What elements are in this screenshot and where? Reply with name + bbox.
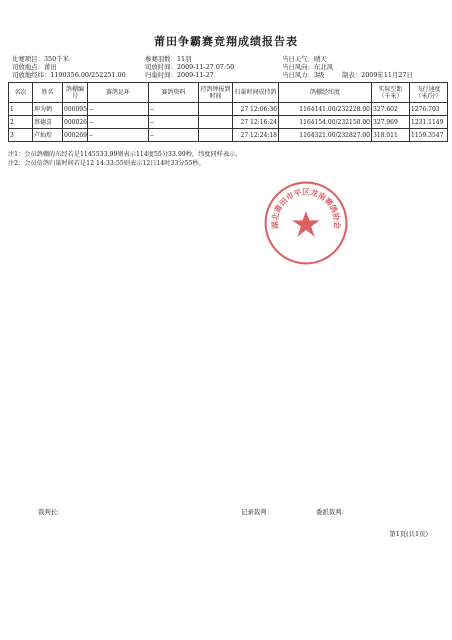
cell-clock-time: [199, 129, 233, 142]
cell-loft-id: 000269: [63, 129, 88, 142]
cell-rank: 2: [9, 116, 33, 129]
table-row: [9, 129, 448, 142]
judge-signature-label: 裁判长：: [38, 508, 64, 516]
cell-ring: --: [88, 116, 149, 129]
return-time: 归巢时间：2009-11-27: [145, 71, 214, 79]
cell-distance: 318.011: [372, 129, 410, 142]
col-rank: 名次: [9, 83, 33, 103]
made-date: 制表：2009年11月27日: [342, 71, 413, 79]
cell-clock-time: [199, 103, 233, 116]
recorder-signature-label: 记录裁判：: [241, 508, 273, 516]
note-2: 注2：会员信鸽归巢时间若是12 14:33:55则表示12日14时33分55秒。: [8, 160, 205, 167]
cell-name: 坤为鹤: [33, 103, 63, 116]
cell-speed: 1231.1149: [410, 116, 448, 129]
release-place: 司放地点：莆田: [12, 63, 57, 71]
cell-distance: 327.969: [372, 116, 410, 129]
cell-coords: 1164154.00/232158.00: [279, 116, 372, 129]
col-return-time: 归巢时间成持鸽: [233, 83, 279, 103]
official-seal-icon: [263, 180, 349, 266]
note-1: 注1：会员鸽棚的东经若是1145533.99则表示114度55分33.99秒，纬度同样表示。: [8, 151, 242, 158]
cell-name: 卢灿煌: [33, 129, 63, 142]
cell-info: --: [149, 103, 199, 116]
cell-coords: 1164141.00/232228.00: [279, 103, 372, 116]
cell-coords: 1164321.00/232827.00: [279, 129, 372, 142]
wind-force: 当日风力：3级: [282, 71, 325, 79]
cell-speed: 1159.3547: [410, 129, 448, 142]
col-coords: 鸽棚经纬度: [279, 83, 372, 103]
release-time: 司放时间：2009-11-27 07:50: [145, 63, 235, 71]
cell-distance: 327.602: [372, 103, 410, 116]
col-distance: 实际空距（千米）: [372, 83, 410, 103]
cell-loft-id: 000095: [63, 103, 88, 116]
report-title: 莆田争霸赛竞翔成绩报告表: [154, 35, 298, 48]
cell-info: --: [149, 116, 199, 129]
svg-text:湖北莆田市平区龙南赛鸽协会: 湖北莆田市平区龙南赛鸽协会: [270, 187, 342, 230]
table-header-row: [9, 83, 448, 103]
page-number: 第1页(共1页): [389, 530, 428, 538]
cell-return-time: 27 12:16:24: [233, 116, 279, 129]
cell-info: --: [149, 129, 199, 142]
table-row: [9, 103, 448, 116]
col-info: 赛鸽资料: [149, 83, 199, 103]
cell-ring: --: [88, 129, 149, 142]
cell-ring: --: [88, 103, 149, 116]
col-ring: 赛鸽足环: [88, 83, 149, 103]
col-name: 姓名: [33, 83, 63, 103]
cell-loft-id: 000026: [63, 116, 88, 129]
entries: 参赛羽数：11羽: [145, 55, 192, 63]
table-row: [9, 116, 448, 129]
col-loft-id: 鸽棚编号: [63, 83, 88, 103]
cell-return-time: 27 12:24:18: [233, 129, 279, 142]
col-speed: 飞行速度（米/分）: [410, 83, 448, 103]
weather: 当日天气：晴天: [282, 55, 327, 63]
cell-rank: 1: [9, 103, 33, 116]
wind-direction: 当日风向：东北风: [282, 63, 334, 71]
cell-rank: 3: [9, 129, 33, 142]
cell-name: 蔡德喜: [33, 116, 63, 129]
cell-clock-time: [199, 116, 233, 129]
cell-return-time: 27 12:06:36: [233, 103, 279, 116]
release-coords: 司放地经纬：1190356.00/252251.00: [12, 71, 126, 79]
col-clock-time: 持鸽钟报到时间: [199, 83, 233, 103]
cell-speed: 1276.703: [410, 103, 448, 116]
race-project: 比赛项目：350千米: [12, 55, 69, 63]
dispatcher-signature-label: 委派裁判：: [316, 508, 348, 516]
results-table: [8, 82, 448, 142]
